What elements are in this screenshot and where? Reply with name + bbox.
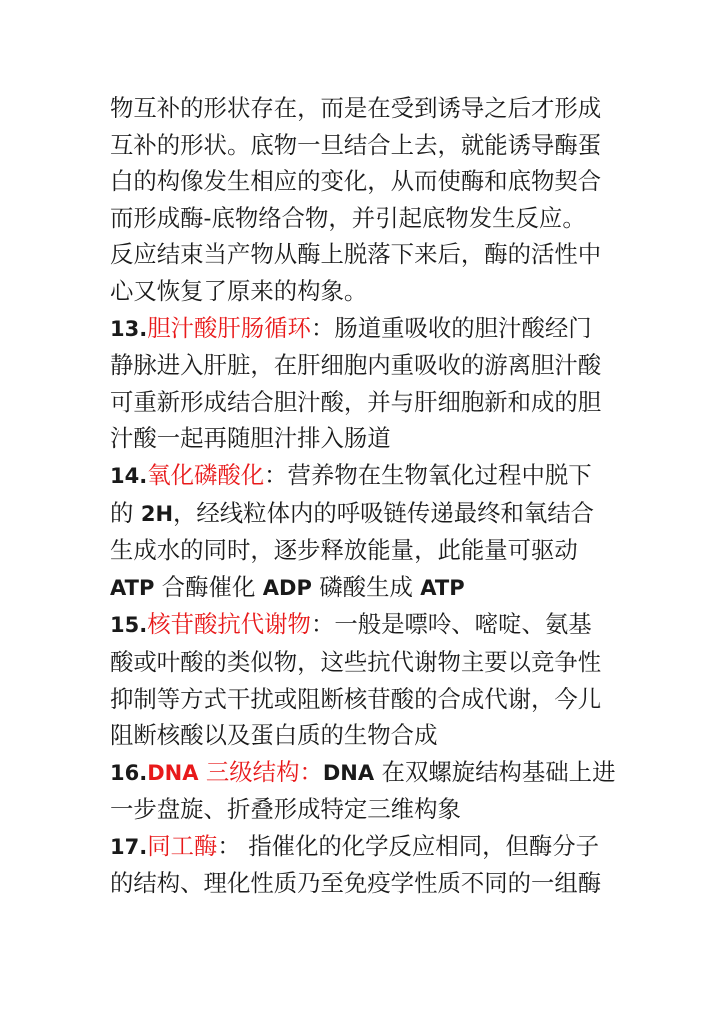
entry-colon: ：: [264, 460, 288, 489]
text-line: 静脉进入肝脏，在肝细胞内重吸收的游离胆汁酸: [110, 351, 602, 380]
text-line: 一步盘旋、折叠形成特定三维构象: [110, 795, 461, 824]
entry-16-heading: [110, 754, 615, 792]
latin-fragment: ATP: [420, 575, 465, 600]
entry-colon: ：: [217, 831, 241, 860]
latin-fragment: ADP: [262, 575, 312, 600]
entry-term: 核苷酸抗代谢物: [147, 610, 311, 639]
text-line: 物互补的形状存在，而是在受到诱导之后才形成: [110, 94, 602, 122]
text-line: 酸或叶酸的类似物，这些抗代谢物主要以竞争性: [110, 647, 602, 676]
entry-14-heading: [110, 457, 615, 495]
entry-colon: ：: [299, 757, 323, 786]
text-fragment: 合酶催化: [154, 572, 263, 601]
text-line: 而形成酶-底物络合物，并引起底物发生反应。: [110, 203, 586, 232]
entry-number: 17.: [110, 834, 148, 859]
entry-number: 15.: [110, 613, 148, 638]
text-line: 的结构、理化性质乃至免疫学性质不同的一组酶: [110, 869, 602, 898]
text-line: 可重新形成结合胆汁酸，并与肝细胞新和成的胆: [110, 387, 602, 416]
entry-17-heading: [110, 828, 615, 866]
text-line: [110, 569, 615, 607]
entry-colon: ：: [310, 610, 335, 639]
entry-term: [147, 758, 299, 786]
text-fragment: 的: [110, 498, 141, 527]
entry-text: 指催化的化学反应相同，但酶分子: [240, 831, 600, 860]
latin-fragment: DNA: [322, 760, 375, 785]
entry-text: 营养物在生物氧化过程中脱下: [287, 460, 592, 489]
latin-fragment: ATP: [110, 575, 155, 600]
entry-term: 胆汁酸肝肠循环: [147, 313, 311, 342]
entry-number: 16.: [110, 760, 148, 785]
entry-15-heading: [110, 606, 615, 644]
entry-text: 肠道重吸收的胆汁酸经门: [334, 313, 592, 342]
text-line: 阻断核酸以及蛋白质的生物合成: [110, 721, 438, 750]
text-line: 生成水的同时，逐步释放能量，此能量可驱动: [110, 536, 578, 565]
text-line: 反应结束当产物从酶上脱落下来后，酶的活性中: [110, 240, 602, 269]
entry-colon: ：: [310, 313, 335, 342]
text-line: [110, 495, 615, 533]
term-text: 三级结构: [198, 757, 300, 786]
entry-number: 14.: [110, 463, 148, 488]
entry-text: 一般是嘌呤、嘧啶、氨基: [334, 610, 592, 639]
latin-fragment: 2H: [140, 501, 174, 526]
document-body: [110, 90, 615, 902]
latin-fragment: DNA: [147, 760, 199, 785]
text-line: 互补的形状。底物一旦结合上去，就能诱导酶蛋: [110, 130, 602, 159]
text-line: 抑制等方式干扰或阻断核苷酸的合成代谢，今儿: [110, 684, 602, 713]
text-line: 白的构像发生相应的变化，从而使酶和底物契合: [110, 167, 602, 196]
entry-number: 13.: [110, 316, 148, 341]
entry-term: 氧化磷酸化: [147, 460, 265, 489]
text-fragment: ，经线粒体内的呼吸链传递最终和氧结合: [173, 498, 595, 527]
text-line: 心又恢复了原来的构象。: [110, 276, 368, 305]
text-fragment: 磷酸生成: [311, 572, 421, 601]
entry-term: 同工酶: [147, 831, 218, 860]
entry-13-heading: [110, 310, 615, 348]
entry-text: 在双螺旋结构基础上进: [374, 757, 615, 786]
text-line: 汁酸一起再随胆汁排入肠道: [110, 424, 391, 453]
